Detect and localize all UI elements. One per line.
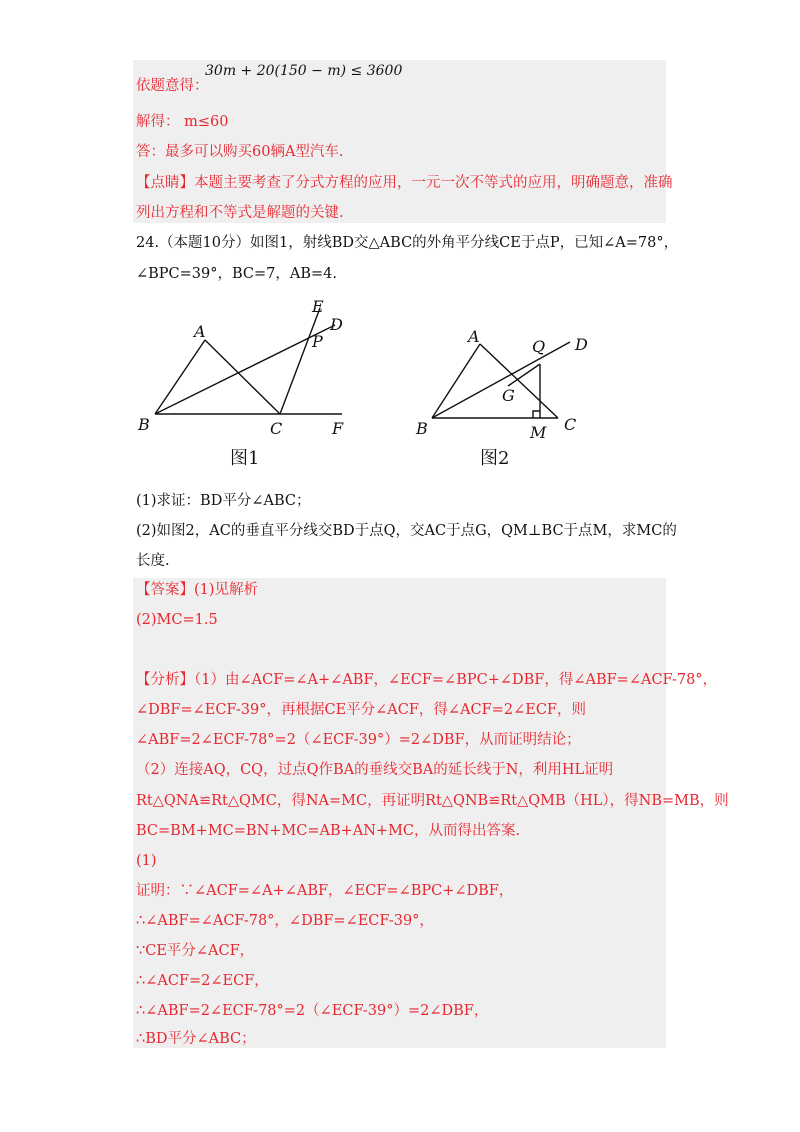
proof-line-7: ∴BD平分∠ABC； <box>136 1031 256 1047</box>
analysis-line-4: （2）连接AQ，CQ，过点Q作BA的垂线交BA的延长线于N，利用HL证明 <box>136 762 614 778</box>
question-part-2-line-1: (2)如图2，AC的垂直平分线交BD于点Q，交AC于点G，QM⊥BC于点M，求MC的 <box>136 523 677 539</box>
question-part-2-line-2: 长度. <box>136 553 170 569</box>
top-shaded-box <box>133 60 666 223</box>
label-d: D <box>330 315 343 334</box>
proof-line-2: 证明：∵∠ACF=∠A+∠ABF，∠ECF=∠BPC+∠DBF， <box>136 883 514 899</box>
label-d: D <box>575 335 588 354</box>
question-part-1: (1)求证：BD平分∠ABC； <box>136 493 311 509</box>
condition-label: 依题意得： <box>136 78 209 94</box>
solution-line: 解得： m≤60 <box>136 114 229 130</box>
label-q: Q <box>532 337 546 356</box>
proof-line-3: ∴∠ABF=∠ACF-78°，∠DBF=∠ECF-39°， <box>136 913 434 929</box>
label-f: F <box>332 419 344 438</box>
label-a: A <box>194 322 206 341</box>
question-line-1: 24.（本题10分）如图1，射线BD交△ABC的外角平分线CE于点P，已知∠A=78°， <box>136 235 679 251</box>
analysis-line-1: 【分析】（1）由∠ACF=∠A+∠ABF，∠ECF=∠BPC+∠DBF，得∠ABF=∠ACF-78°， <box>136 672 718 688</box>
right-angle-mark <box>533 411 540 418</box>
line-ab <box>155 340 205 414</box>
comment-line-1: 【点睛】本题主要考查了分式方程的应用，一元一次不等式的应用，明确题意，准确 <box>136 175 673 191</box>
label-m: M <box>530 423 547 442</box>
answer-mc: (2)MC=1.5 <box>136 612 218 628</box>
label-p: P <box>312 332 323 351</box>
label-g: G <box>502 386 515 405</box>
line-ac <box>205 340 280 414</box>
label-c: C <box>564 415 577 434</box>
ray-bd <box>432 342 570 418</box>
figure-1 <box>130 292 360 472</box>
label-e: E <box>312 297 324 316</box>
label-b: B <box>416 419 428 438</box>
inequality-formula: 30m + 20(150 − m) ≤ 3600 <box>205 63 403 79</box>
line-ab <box>432 344 480 418</box>
figure-2-caption: 图2 <box>480 448 510 469</box>
label-b: B <box>138 415 150 434</box>
label-a: A <box>468 327 480 346</box>
proof-line-5: ∴∠ACF=2∠ECF， <box>136 973 269 989</box>
answer-heading: 【答案】(1)见解析 <box>136 582 259 598</box>
label-c: C <box>270 419 283 438</box>
question-line-2: ∠BPC=39°，BC=7，AB=4. <box>136 266 338 282</box>
analysis-line-5: Rt△QNA≌Rt△QMC，得NA=MC，再证明Rt△QNB≌Rt△QMB（HL），得NB=MB，则 <box>136 793 729 809</box>
ray-ce <box>280 308 320 414</box>
proof-line-4: ∵CE平分∠ACF， <box>136 943 255 959</box>
proof-line-1: (1) <box>136 853 157 869</box>
analysis-line-2: ∠DBF=∠ECF-39°，再根据CE平分∠ACF，得∠ACF=2∠ECF，则 <box>136 702 586 718</box>
analysis-line-6: BC=BM+MC=BN+MC=AB+AN+MC，从而得出答案. <box>136 823 521 839</box>
comment-line-2: 列出方程和不等式是解题的关键. <box>136 205 344 221</box>
figure-2 <box>410 292 610 472</box>
figure-1-caption: 图1 <box>230 448 260 469</box>
answer-line: 答：最多可以购买60辆A型汽车. <box>136 144 344 160</box>
proof-line-6: ∴∠ABF=2∠ECF-78°=2（∠ECF-39°）=2∠DBF， <box>136 1003 489 1019</box>
analysis-line-3: ∠ABF=2∠ECF-78°=2（∠ECF-39°）=2∠DBF，从而证明结论； <box>136 732 581 748</box>
